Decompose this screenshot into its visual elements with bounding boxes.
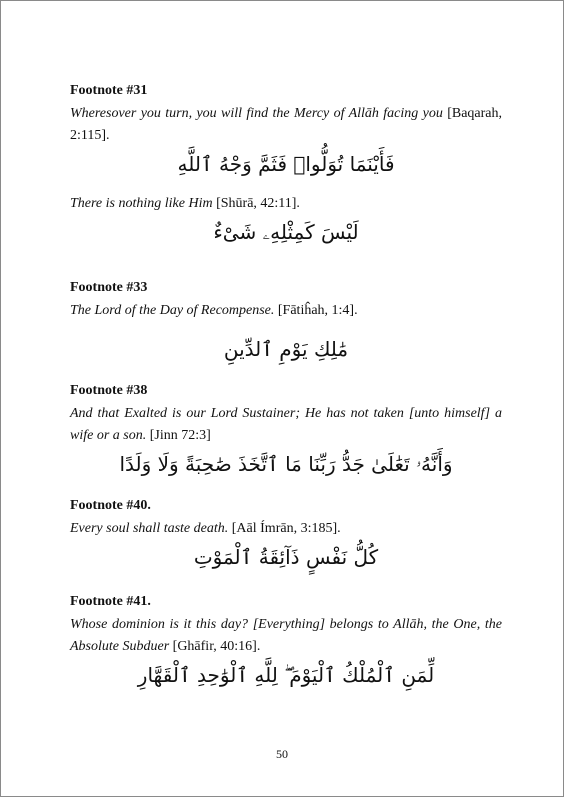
footnote-text <box>70 103 502 147</box>
reference-text: [Baqarah, 2:115]. <box>70 106 503 143</box>
footnote-text <box>70 518 502 540</box>
footnote-text <box>70 614 502 658</box>
translation-text: And that Exalted is our Lord Sustainer; He has not taken [unto himself] a wife or a son. <box>70 406 502 443</box>
arabic-verse: وَأَنَّهُۥ تَعَٰلَىٰ جَدُّ رَبِّنَا مَا ٱتَّخَذَ صَٰحِبَةً وَلَا وَلَدًا <box>119 452 453 476</box>
footnote-title: Footnote #38 <box>70 383 148 398</box>
footnote-40 <box>70 497 502 577</box>
arabic-verse: كُلُّ نَفْسٍ ذَآئِقَةُ ٱلْمَوْتِ <box>193 545 379 569</box>
translation-text: The Lord of the Day of Recompense. <box>70 303 275 318</box>
arabic-verse: فَأَيْنَمَا تُوَلُّوا۟ فَثَمَّ وَجْهُ ٱللَّهِ <box>177 152 395 176</box>
footnote-title: Footnote #40. <box>70 498 151 513</box>
page-content <box>70 82 502 690</box>
translation-text: There is nothing like Him <box>70 196 213 211</box>
translation-text: Whose dominion is it this day? [Everything] belongs to Allāh, the One, the Absolute Subduer <box>70 617 502 654</box>
translation-text: Wheresover you turn, you will find the Mercy of Allāh facing you <box>70 106 443 121</box>
page-number: 50 <box>276 747 288 761</box>
footnote-38 <box>70 382 502 482</box>
reference-text: [Jinn 72:3] <box>146 428 211 443</box>
reference-text: [Shūrā, 42:11]. <box>212 196 300 211</box>
reference-text: [Fātiĥah, 1:4]. <box>274 303 358 318</box>
footnote-41 <box>70 593 502 690</box>
footnote-text <box>70 193 502 215</box>
reference-text: [Ghāfir, 40:16]. <box>169 639 261 654</box>
arabic-verse: لَيْسَ كَمِثْلِهِۦ شَىْءٌ <box>213 220 359 244</box>
reference-text: [Aāl Ímrān, 3:185]. <box>228 521 341 536</box>
footnote-title: Footnote #41. <box>70 594 151 609</box>
footnote-title: Footnote #31 <box>70 83 148 98</box>
translation-text: Every soul shall taste death. <box>70 521 229 536</box>
footnote-33 <box>70 279 502 365</box>
arabic-verse: لِّمَنِ ٱلْمُلْكُ ٱلْيَوْمَ ۖ لِلَّهِ ٱلْوَٰحِدِ ٱلْقَهَّارِ <box>137 663 435 687</box>
footnote-text <box>70 300 502 322</box>
footnote-31 <box>70 82 502 267</box>
footnote-text <box>70 403 502 447</box>
footnote-title: Footnote #33 <box>70 280 148 295</box>
arabic-verse: مَٰلِكِ يَوْمِ ٱلدِّينِ <box>223 337 349 361</box>
